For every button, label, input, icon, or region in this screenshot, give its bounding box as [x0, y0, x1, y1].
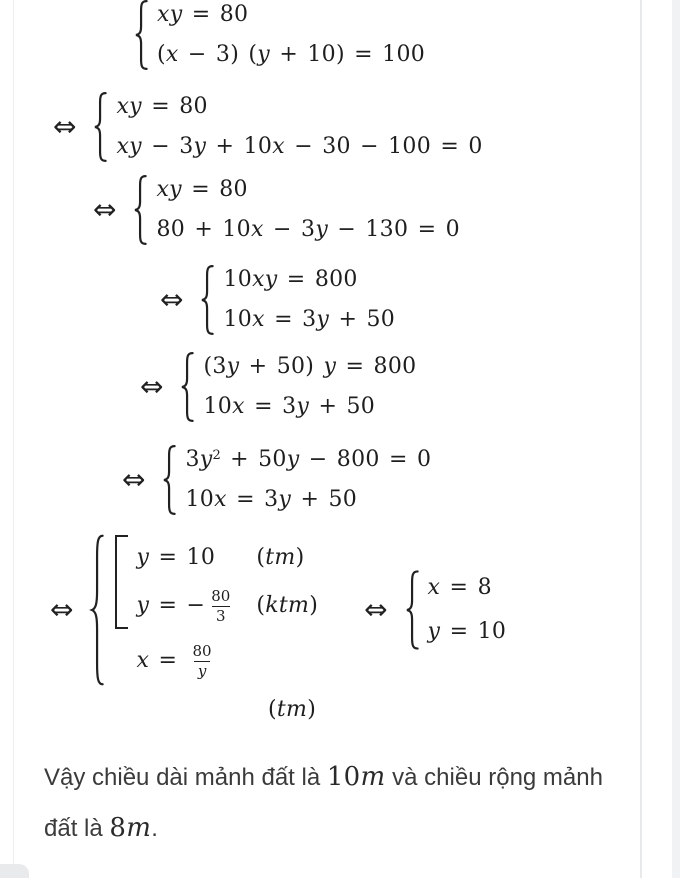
conclusion-text	[44, 752, 616, 854]
case-note: (ktm)	[256, 593, 319, 618]
curly-brace-icon	[132, 174, 149, 246]
equation-system-1	[133, 0, 425, 75]
tm-note: (tm)	[268, 697, 317, 722]
square-bracket-icon	[115, 535, 128, 629]
equivalence-arrow-icon: ⇔	[364, 593, 388, 626]
right-border-line	[640, 0, 642, 878]
fraction-denominator: y	[194, 661, 210, 681]
equation-line: 10x = 3y + 50	[223, 307, 396, 332]
equation-line: 10x = 3y + 50	[203, 394, 376, 419]
equation-system-final	[50, 531, 506, 689]
conclusion-segment: và chiều rộng mảnh đất là	[44, 764, 603, 842]
equation-lines	[428, 566, 507, 654]
curly-brace-icon	[179, 351, 196, 423]
equation-system-2	[53, 87, 483, 167]
equation-line: (x − 3) (y + 10) = 100	[157, 42, 426, 67]
curly-brace-icon	[89, 531, 106, 689]
conclusion-segment: .	[151, 815, 158, 842]
result-system	[364, 566, 506, 654]
curly-brace-icon	[133, 0, 150, 71]
fraction-numerator: 80	[192, 641, 212, 660]
case-alternatives	[115, 534, 318, 630]
equation-lines	[156, 170, 459, 250]
fraction-denominator: 3	[212, 606, 230, 626]
equivalence-arrow-icon: ⇔	[160, 283, 184, 316]
equation-line: xy = 80	[156, 177, 248, 202]
left-border-line	[13, 0, 14, 878]
equation-system-6	[122, 440, 431, 520]
curly-brace-icon	[161, 444, 178, 516]
fraction-numerator: 80	[211, 586, 231, 605]
cases-column	[115, 534, 318, 686]
equation-lines	[223, 260, 395, 340]
equivalence-arrow-icon: ⇔	[53, 110, 77, 143]
fraction	[189, 642, 216, 681]
equivalence-arrow-icon: ⇔	[93, 193, 117, 226]
case-equation: y = 10	[136, 545, 216, 570]
equation-lines	[157, 0, 425, 75]
equation-system-3	[93, 170, 460, 250]
equation-system-4	[160, 260, 395, 340]
bottom-left-rounded-element	[0, 864, 29, 878]
equation-lines	[116, 87, 482, 167]
equivalence-arrow-icon: ⇔	[50, 593, 74, 626]
case-equation-prefix: y = −	[136, 593, 206, 618]
case-note: (tm)	[256, 545, 305, 570]
equation-line: 10xy = 800	[223, 267, 358, 292]
curly-brace-icon	[199, 264, 216, 336]
equivalence-arrow-icon: ⇔	[122, 463, 146, 496]
x-expression-prefix: x =	[136, 648, 187, 673]
equation-line: 10x = 3y + 50	[185, 487, 358, 512]
result-line: y = 10	[427, 619, 507, 644]
equation-line: xy = 80	[116, 94, 208, 119]
case-equation	[136, 582, 236, 630]
conclusion-segment: Vậy chiều dài mảnh đất là	[44, 764, 327, 791]
equation-line: (3y + 50) y = 800	[203, 354, 417, 379]
cases-grid	[136, 534, 318, 630]
right-gutter	[672, 0, 680, 878]
curly-brace-icon	[404, 569, 421, 651]
result-line: x = 8	[427, 575, 492, 600]
equation-lines	[185, 440, 431, 520]
equation-line: xy = 80	[157, 2, 249, 27]
equation-lines	[203, 347, 416, 427]
x-expression	[115, 636, 318, 686]
curly-brace-icon	[92, 91, 109, 163]
width-value: 8m	[109, 813, 152, 843]
equation-line: $3y^2 + 50y - 800 = 0$	[185, 447, 432, 472]
fraction	[207, 587, 234, 626]
equivalence-arrow-icon: ⇔	[140, 370, 164, 403]
equation-line: 80 + 10x − 3y − 130 = 0	[156, 217, 460, 242]
length-value: 10m	[326, 762, 386, 792]
equation-line: xy − 3y + 10x − 30 − 100 = 0	[116, 134, 483, 159]
equation-system-5	[140, 347, 416, 427]
